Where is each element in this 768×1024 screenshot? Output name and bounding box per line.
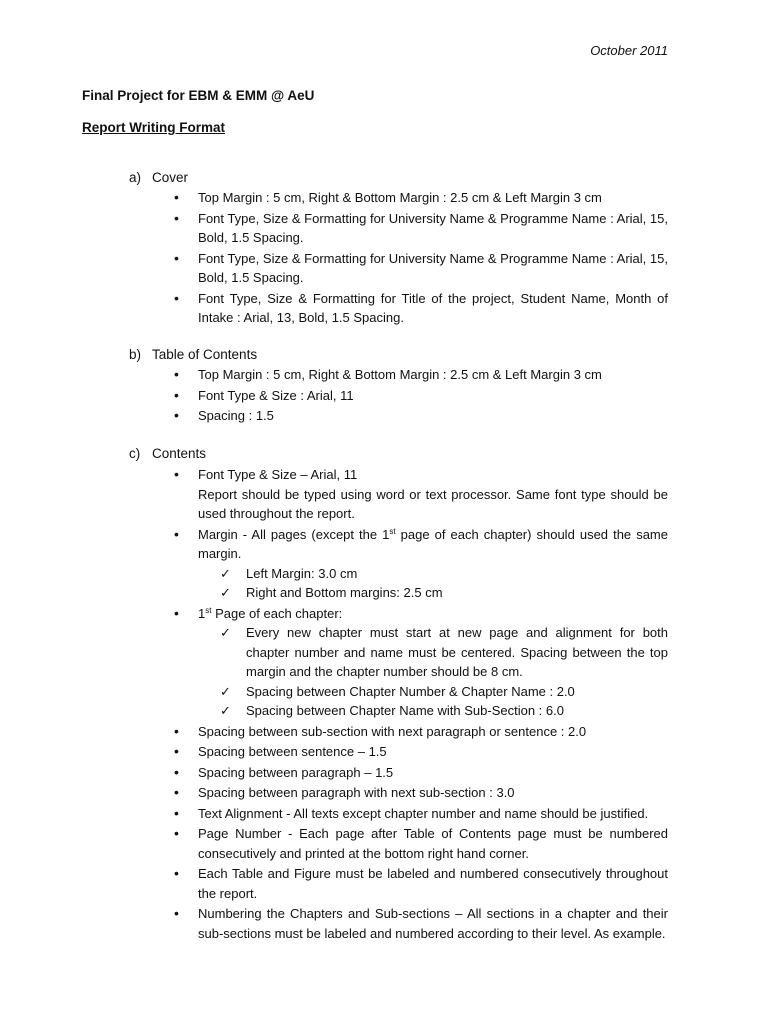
section-heading-label: Cover bbox=[152, 170, 189, 185]
list-item: • Spacing : 1.5 bbox=[174, 406, 668, 426]
margin-item-text-cont: page of each chapter) should used the same margin. bbox=[198, 526, 668, 561]
list-item: • Spacing between sub-section with next paragraph or sentence : 2.0 bbox=[174, 722, 668, 742]
font-item-note: Report should be typed using word or text processor. Same font type should be used throughout the report. bbox=[198, 486, 668, 521]
list-item: • Font Type & Size : Arial, 11 bbox=[174, 386, 668, 406]
list-item: • Numbering the Chapters and Sub-sections – All sections in a chapter and their sub-sections must be labeled and numbered according to their level. As example. bbox=[174, 904, 668, 943]
section-marker: c) bbox=[129, 446, 141, 461]
cover-list bbox=[174, 188, 668, 329]
superscript: st bbox=[205, 605, 212, 615]
section-heading-table-of-contents bbox=[129, 347, 257, 362]
toc-list bbox=[174, 365, 668, 427]
contents-list bbox=[174, 465, 668, 944]
section-heading-label: Table of Contents bbox=[152, 347, 258, 362]
first-page-checklist bbox=[198, 623, 668, 721]
list-item: • Each Table and Figure must be labeled and numbered consecutively throughout the report. bbox=[174, 864, 668, 903]
first-page-text: 1 bbox=[198, 605, 206, 621]
section-marker: b) bbox=[129, 347, 142, 362]
document-date: October 2011 bbox=[590, 43, 668, 58]
list-item: • Top Margin : 5 cm, Right & Bottom Margin : 2.5 cm & Left Margin 3 cm bbox=[174, 365, 668, 385]
list-item-margin bbox=[174, 525, 668, 603]
section-heading-contents bbox=[129, 446, 206, 461]
section-marker: a) bbox=[129, 170, 142, 185]
list-item-first-page bbox=[174, 604, 668, 721]
check-item: ✓ Spacing between Chapter Name with Sub-Section : 6.0 bbox=[198, 701, 668, 721]
list-item: • Text Alignment - All texts except chapter number and name should be justified. bbox=[174, 804, 668, 824]
list-item: • Spacing between paragraph with next sub-section : 3.0 bbox=[174, 783, 668, 803]
list-item-font bbox=[174, 465, 668, 524]
check-item: ✓ Spacing between Chapter Number & Chapter Name : 2.0 bbox=[198, 682, 668, 702]
check-item: ✓ Left Margin: 3.0 cm bbox=[198, 564, 668, 584]
document-subtitle: Report Writing Format bbox=[82, 120, 225, 135]
document-title: Final Project for EBM & EMM @ AeU bbox=[82, 88, 315, 103]
list-item: • Font Type, Size & Formatting for Title of the project, Student Name, Month of Intake : Arial, 13, Bold, 1.5 Spacing. bbox=[174, 289, 668, 328]
section-heading-cover bbox=[129, 170, 188, 185]
margin-checklist bbox=[198, 564, 668, 603]
first-page-text-cont: Page of each chapter: bbox=[211, 605, 343, 621]
list-item: • Spacing between sentence – 1.5 bbox=[174, 742, 668, 762]
list-item: • Spacing between paragraph – 1.5 bbox=[174, 763, 668, 783]
margin-item-text: Margin - All pages (except the 1 bbox=[198, 526, 390, 542]
list-item: • Font Type, Size & Formatting for University Name & Programme Name : Arial, 15, Bold, 1.5 Spacing. bbox=[174, 209, 668, 248]
superscript: st bbox=[389, 526, 396, 536]
list-item: • Page Number - Each page after Table of Contents page must be numbered consecutively and printed at the bottom right hand corner. bbox=[174, 824, 668, 863]
check-item: ✓ Every new chapter must start at new page and alignment for both chapter number and name must be centered. Spacing between the top margin and the chapter number should be 8 cm. bbox=[198, 623, 668, 682]
list-item: • Top Margin : 5 cm, Right & Bottom Margin : 2.5 cm & Left Margin 3 cm bbox=[174, 188, 668, 208]
list-item: • Font Type, Size & Formatting for University Name & Programme Name : Arial, 15, Bold, 1.5 Spacing. bbox=[174, 249, 668, 288]
check-item: ✓ Right and Bottom margins: 2.5 cm bbox=[198, 583, 668, 603]
section-heading-label: Contents bbox=[152, 446, 207, 461]
font-item-text: Font Type & Size – Arial, 11 bbox=[198, 467, 358, 482]
